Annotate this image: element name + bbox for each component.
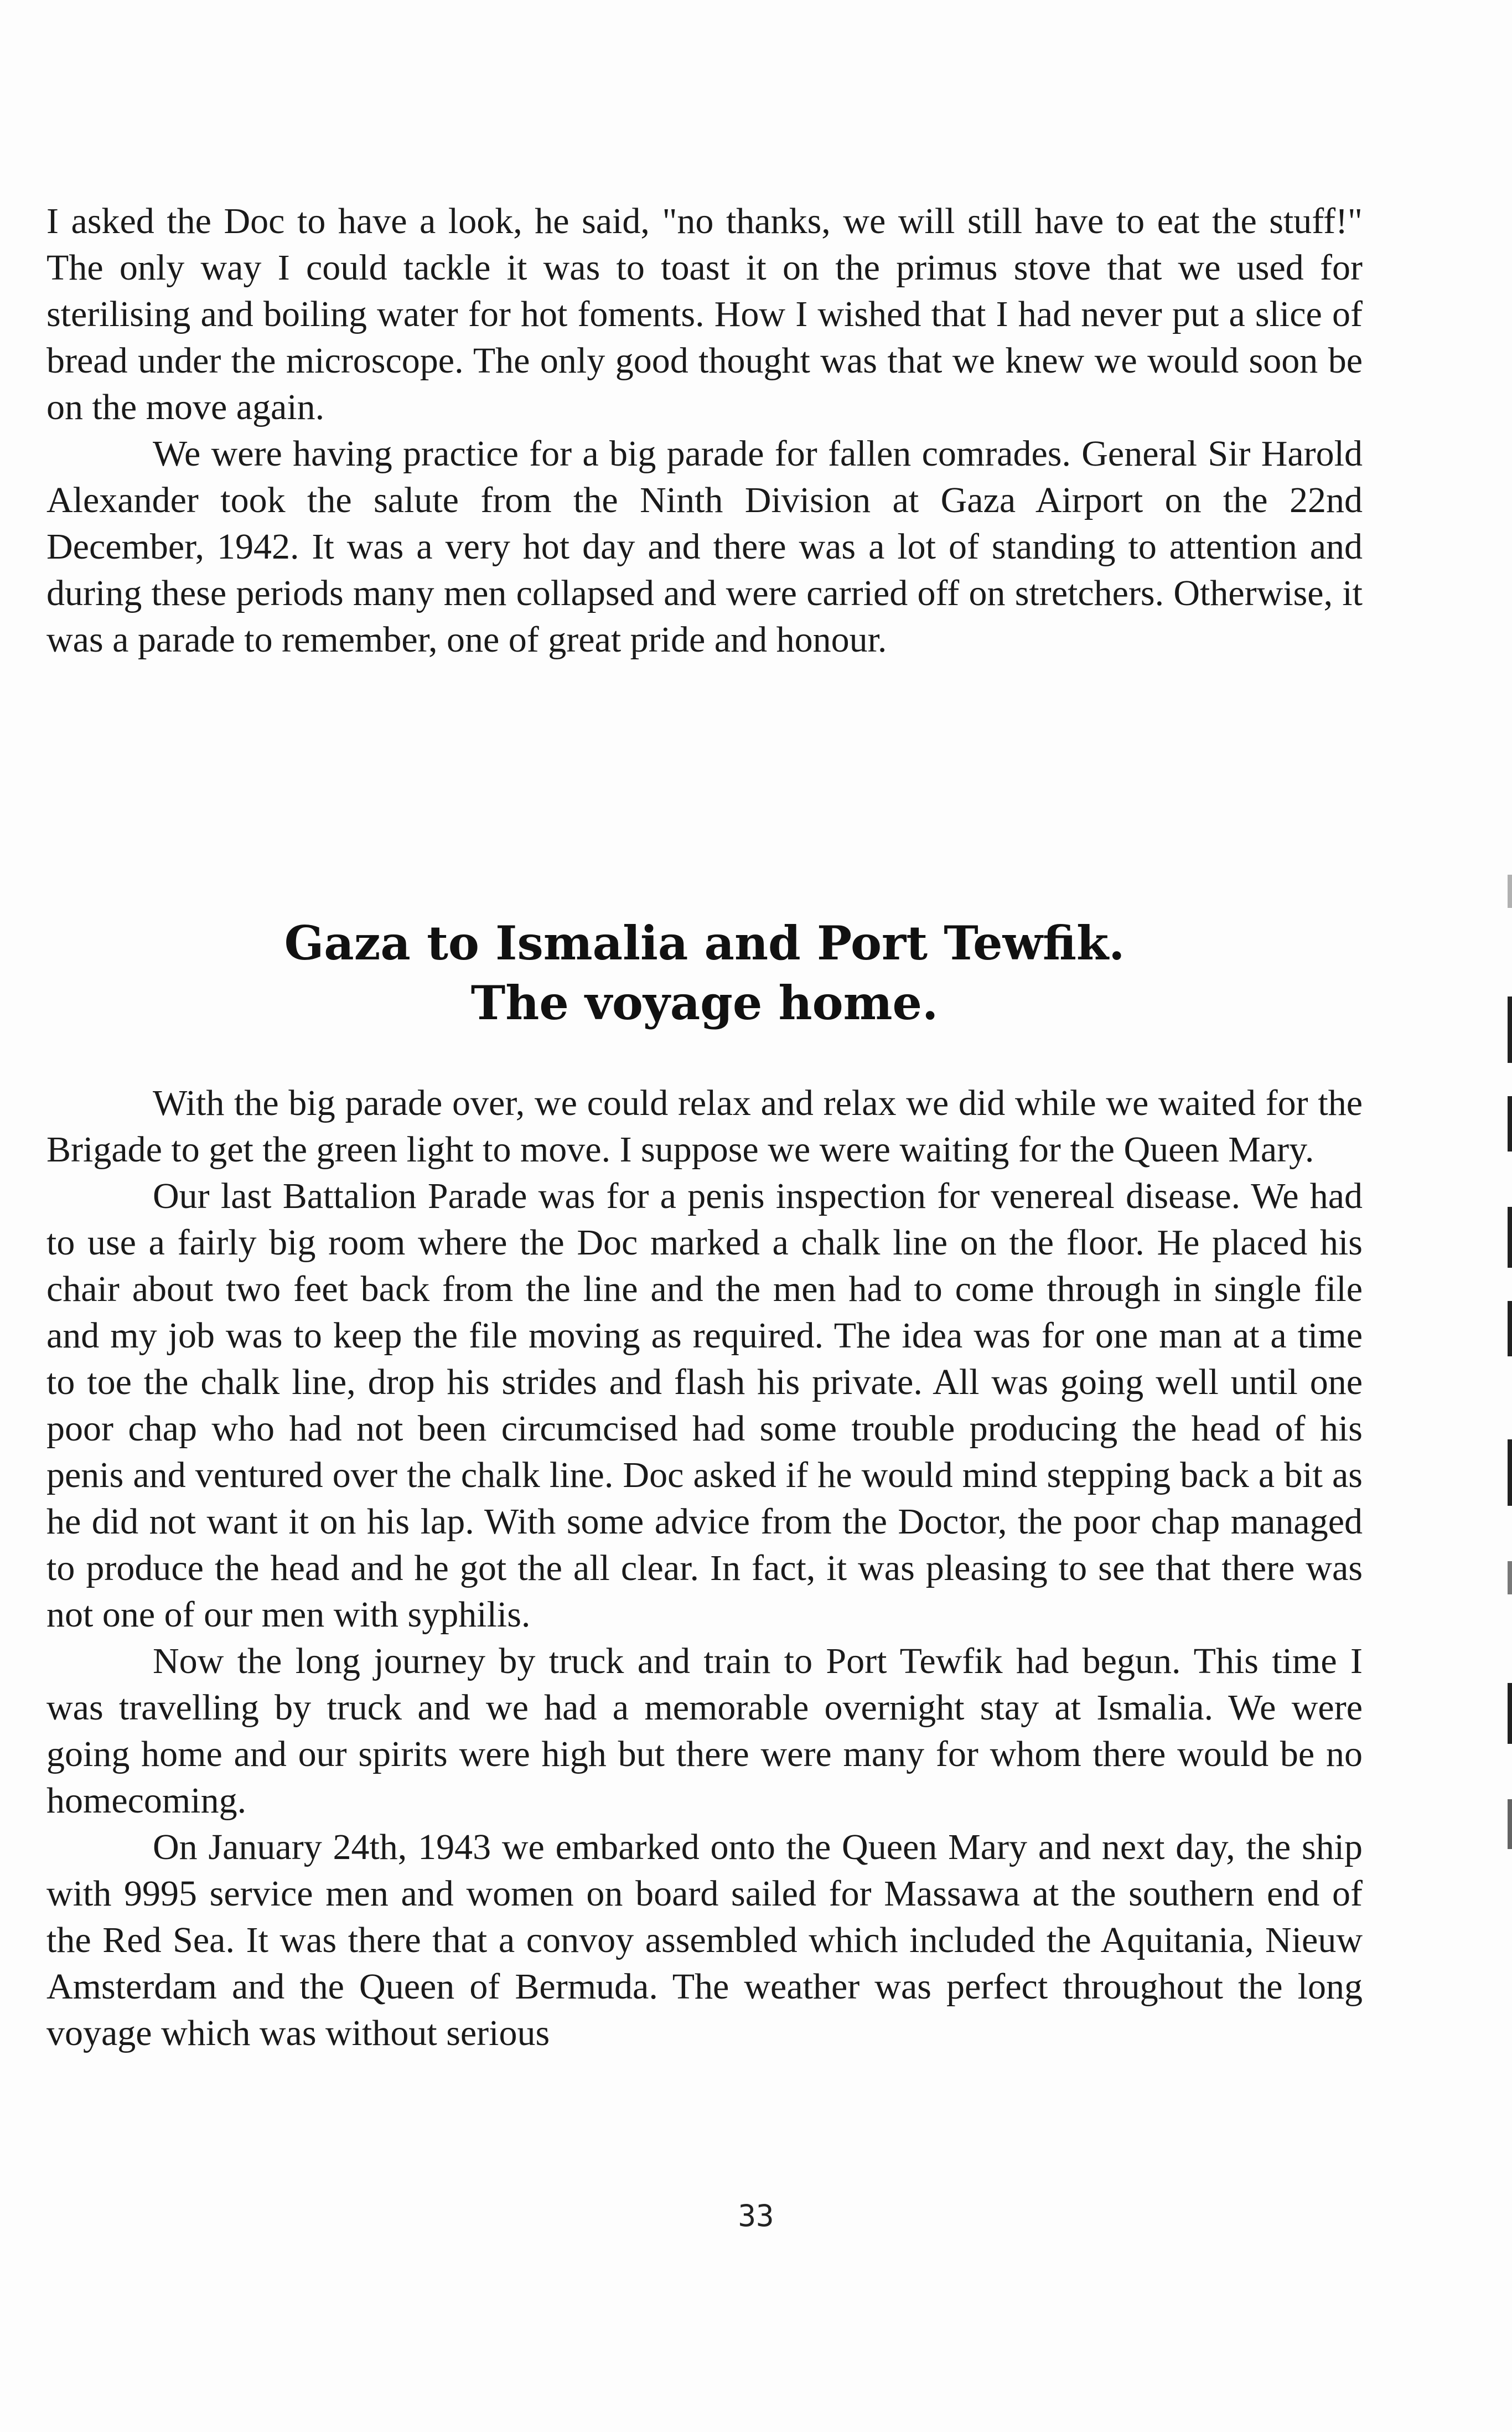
section-heading	[46, 913, 1363, 1033]
scan-edge-mark	[1508, 996, 1512, 1063]
paragraph: We were having practice for a big parade for fallen comrades. General Sir Harold Alexander took the salute from the Ninth Division at Gaza Airport on the 22nd December, 1942. It was a very hot day and there was a lot of standing to attention and during these periods many men collapsed and were carried off on stretchers. Otherwise, it was a parade to remember, one of great pride and honour.	[46, 433, 1363, 660]
scan-edge-mark	[1508, 1561, 1512, 1594]
paragraph: With the big parade over, we could relax and relax we did while we waited for the Brigade to get the green light to move. I suppose we were waiting for the Queen Mary.	[46, 1083, 1363, 1170]
scan-edge-mark	[1508, 1439, 1512, 1506]
scan-edge-mark	[1508, 1301, 1512, 1356]
paragraph: On January 24th, 1943 we embarked onto the Queen Mary and next day, the ship with 9995 service men and women on board sailed for Massawa at the southern end of the Red Sea. It was there that a convoy assembled which included the Aquitania, Nieuw Amsterdam and the Queen of Bermuda. The weather was perfect throughout the long voyage which was without serious	[46, 1827, 1363, 2053]
heading-line-2: The voyage home.	[470, 975, 939, 1030]
text-block-top	[46, 198, 1363, 663]
page-number: 33	[738, 2198, 774, 2233]
paragraph: Our last Battalion Parade was for a penis inspection for venereal disease. We had to use a fairly big room where the Doc marked a chalk line on the floor. He placed his chair about two feet back from the line and the men had to come through in single file and my job was to keep the file moving as required. The idea was for one man at a time to toe the chalk line, drop his strides and flash his private. All was going well until one poor chap who had not been circumcised had some trouble producing the head of his penis and ventured over the chalk line. Doc asked if he would mind stepping back a bit as he did not want it on his lap. With some advice from the Doctor, the poor chap managed to produce the head and he got the all clear. In fact, it was pleasing to see that there was not one of our men with syphilis.	[46, 1176, 1363, 1635]
scan-edge-mark	[1508, 1096, 1512, 1152]
paragraph: I asked the Doc to have a look, he said, "no thanks, we will still have to eat the stuff!" The only way I could tackle it was to toast it on the primus stove that we used for sterilising and boiling water for hot foments. How I wished that I had never put a slice of bread under the microscope. The only good thought was that we knew we would soon be on the move again.	[46, 201, 1363, 427]
scan-edge-mark	[1508, 875, 1512, 908]
heading-line-1: Gaza to Ismalia and Port Tewfik.	[284, 916, 1125, 970]
scan-edge-mark	[1508, 1683, 1512, 1744]
scan-edge-mark	[1508, 1799, 1512, 1849]
scan-edge-mark	[1508, 1207, 1512, 1268]
paragraph: Now the long journey by truck and train to Port Tewfik had begun. This time I was travelling by truck and we had a memorable overnight stay at Ismalia. We were going home and our spirits were high but there were many for whom there would be no homecoming.	[46, 1641, 1363, 1821]
text-block-bottom	[46, 1080, 1363, 2057]
